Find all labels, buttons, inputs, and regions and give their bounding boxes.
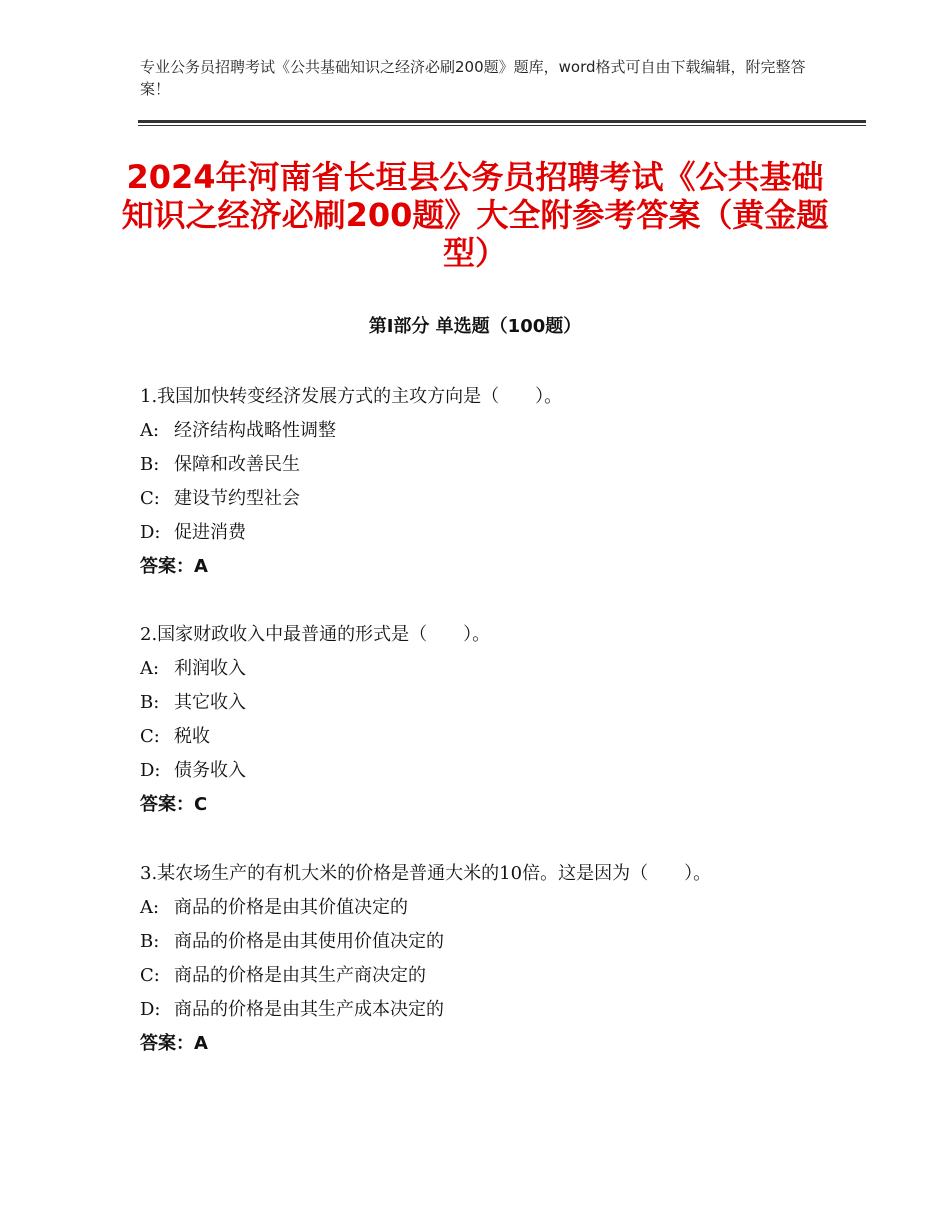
option-letter: C: [140, 965, 160, 986]
answer-line: 答案：A [140, 556, 208, 577]
answer-line: 答案：A [140, 1033, 208, 1054]
option-d [140, 754, 800, 788]
option-text: 商品的价格是由其生产成本决定的 [174, 999, 444, 1020]
question-stem: 2.国家财政收入中最普通的形式是（ ）。 [140, 624, 491, 645]
option-a [140, 414, 800, 448]
option-d [140, 516, 800, 550]
document-title: 2024年河南省长垣县公务员招聘考试《公共基础知识之经济必刷200题》大全附参考答案（黄金题型） [121, 158, 829, 272]
option-a [140, 891, 770, 925]
option-letter: D: [140, 522, 161, 543]
option-b [140, 925, 770, 959]
option-letter: D: [140, 999, 161, 1020]
option-letter: A: [140, 897, 160, 918]
option-letter: D: [140, 760, 161, 781]
option-letter: A: [140, 658, 160, 679]
question-3 [140, 857, 770, 1061]
option-text: 债务收入 [174, 760, 246, 781]
option-a [140, 652, 800, 686]
option-text: 税收 [174, 726, 210, 747]
option-b [140, 686, 800, 720]
option-text: 经济结构战略性调整 [174, 420, 336, 441]
option-letter: B: [140, 454, 160, 475]
option-letter: A: [140, 420, 160, 441]
header-note: 专业公务员招聘考试《公共基础知识之经济必刷200题》题库，word格式可自由下载编辑，附完整答案！ [140, 58, 806, 98]
option-text: 保障和改善民生 [174, 454, 300, 475]
header-rule-thick [138, 120, 866, 123]
header-rule-thin [138, 125, 866, 126]
option-text: 其它收入 [174, 692, 246, 713]
option-letter: B: [140, 931, 160, 952]
answer-line: 答案：C [140, 794, 208, 815]
option-letter: B: [140, 692, 160, 713]
option-text: 商品的价格是由其生产商决定的 [174, 965, 426, 986]
option-c [140, 720, 800, 754]
option-letter: C: [140, 726, 160, 747]
section-title: 第I部分 单选题（100题） [368, 316, 582, 337]
option-text: 利润收入 [174, 658, 246, 679]
option-text: 商品的价格是由其使用价值决定的 [174, 931, 444, 952]
question-stem: 1.我国加快转变经济发展方式的主攻方向是（ ）。 [140, 386, 563, 407]
option-b [140, 448, 800, 482]
option-text: 商品的价格是由其价值决定的 [174, 897, 408, 918]
question-stem: 3.某农场生产的有机大米的价格是普通大米的10倍。这是因为（ ）。 [140, 863, 712, 884]
question-2 [140, 618, 800, 822]
option-c [140, 959, 770, 993]
question-1 [140, 380, 800, 584]
option-c [140, 482, 800, 516]
option-text: 促进消费 [174, 522, 246, 543]
option-letter: C: [140, 488, 160, 509]
option-text: 建设节约型社会 [174, 488, 300, 509]
option-d [140, 993, 770, 1027]
